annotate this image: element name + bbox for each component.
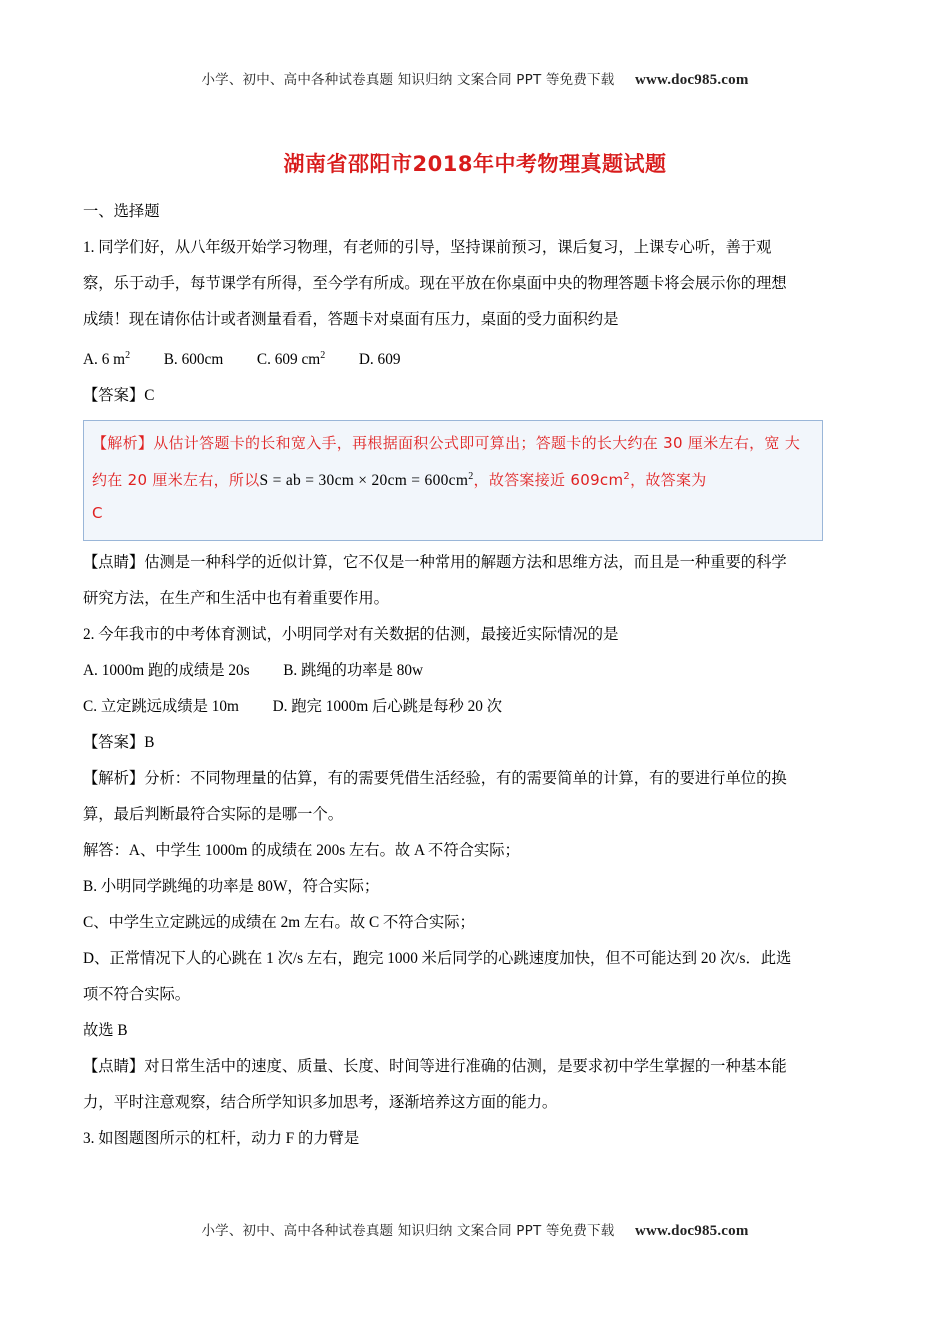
q2-insight-line2: 力，平时注意观察，结合所学知识多加思考，逐渐培养这方面的能力。 (83, 1094, 558, 1112)
section-heading: 一、选择题 (83, 203, 160, 220)
q2-options-row2 (83, 689, 867, 725)
q2-stem: 2. 今年我市的中考体育测试，小明同学对有关数据的估测，最接近实际情况的是 (83, 626, 619, 644)
document-body (83, 148, 867, 1157)
q2-answer: 【答案】B (83, 734, 155, 752)
q1-analysis-text: 【解析】从估计答题卡的长和宽入手，再根据面积公式即可算出；答题卡的长大约在 30 厘米左右，宽 大约在 20 厘米左右，所以S = ab = $30cm \times 20cm = 600cm^2$，故答案接近 $609cm^2$，故答案为 C (92, 434, 801, 523)
q1-analysis-line2: 大约在 20 厘米左右，所以 (92, 434, 801, 490)
page-title: 湖南省邵阳市2018年中考物理真题试题 (283, 152, 667, 176)
q2-solution-a: 解答：A、中学生 1000m 的成绩在 200s 左右。故 A 不符合实际； (83, 842, 520, 860)
q2-analysis-line1: 【解析】分析：不同物理量的估算，有的需要凭借生活经验，有的需要简单的计算，有的要进行单位的换 (83, 770, 787, 788)
q1-option-c: C. 609 $cm^2$ (256, 350, 326, 369)
q1-option-d: D. 609 (358, 351, 401, 369)
watermark-text: 小学、初中、高中各种试卷真题 知识归纳 文案合同 PPT 等免费下载 (201, 1223, 615, 1239)
watermark-top (0, 68, 950, 89)
q2-option-c: C. 立定跳远成绩是 10m (83, 698, 239, 716)
q1-option-a: A. 6 $m^2$ (83, 350, 131, 369)
q1-stem-line2: 察，乐于动手，每节课学有所得，至今学有所成。现在平放在你桌面中央的物理答题卡将会展示你的理想 (83, 275, 787, 292)
watermark-text: 小学、初中、高中各种试卷真题 知识归纳 文案合同 PPT 等免费下载 (201, 72, 615, 88)
q2-options-row1 (83, 653, 867, 689)
q2-solution-d-line2: 项不符合实际。 (83, 986, 191, 1004)
watermark-site: www.doc985.com (634, 1223, 749, 1239)
q2-solution-d-line1: D、正常情况下人的心跳在 1 次/s 左右，跑完 1000 米后同学的心跳速度加快，但不可能达到 20 次/s．此选 (83, 950, 792, 968)
watermark-site: www.doc985.com (634, 72, 749, 88)
q1-analysis-line5: C (92, 504, 103, 523)
q2-insight-line1: 【点睛】对日常生活中的速度、质量、长度、时间等进行准确的估测，是要求初中学生掌握的一种基本能 (83, 1058, 787, 1076)
q2-solution-b: B. 小明同学跳绳的功率是 80W，符合实际； (83, 878, 380, 896)
q2-option-a: A. 1000m 跑的成绩是 20s (83, 662, 250, 680)
q1-analysis-line1: 【解析】从估计答题卡的长和宽入手，再根据面积公式即可算出；答题卡的长大约在 30 厘米左右，宽 (92, 434, 780, 453)
q2-conclusion: 故选 B (83, 1022, 128, 1040)
q1-option-b: B. 600cm (163, 351, 224, 369)
q1-stem-line1: 1. 同学们好，从八年级开始学习物理，有老师的引导，坚持课前预习，课后复习，上课专心听，善于观 (83, 239, 772, 256)
q3-stem: 3. 如图题图所示的杠杆，动力 F 的力臂是 (83, 1130, 360, 1148)
q1-answer: 【答案】C (83, 387, 155, 405)
q2-option-b: B. 跳绳的功率是 80w (283, 662, 424, 680)
watermark-bottom (0, 1219, 950, 1240)
q1-insight-line2: 研究方法，在生产和生活中也有着重要作用。 (83, 590, 389, 608)
q1-analysis-formula: S = ab = $30cm \times 20cm = 600cm^2$ (259, 471, 474, 490)
q2-analysis-line2: 算，最后判断最符合实际的是哪一个。 (83, 806, 344, 824)
q2-solution-c: C、中学生立定跳远的成绩在 2m 左右。故 C 不符合实际； (83, 914, 475, 932)
q2-option-d: D. 跑完 1000m 后心跳是每秒 20 次 (272, 698, 503, 716)
q1-analysis-line4: ，故答案为 (630, 471, 707, 490)
q1-stem-line3: 成绩！现在请你估计或者测量看看，答题卡对桌面有压力，桌面的受力面积约是 (83, 311, 619, 328)
q1-analysis-line3: ，故答案接近 609cm (473, 471, 624, 490)
q1-analysis-highlight (83, 420, 823, 541)
q1-insight-line1: 【点睛】估测是一种科学的近似计算，它不仅是一种常用的解题方法和思维方法，而且是一种重要的科学 (83, 554, 787, 572)
q1-options (83, 338, 867, 378)
